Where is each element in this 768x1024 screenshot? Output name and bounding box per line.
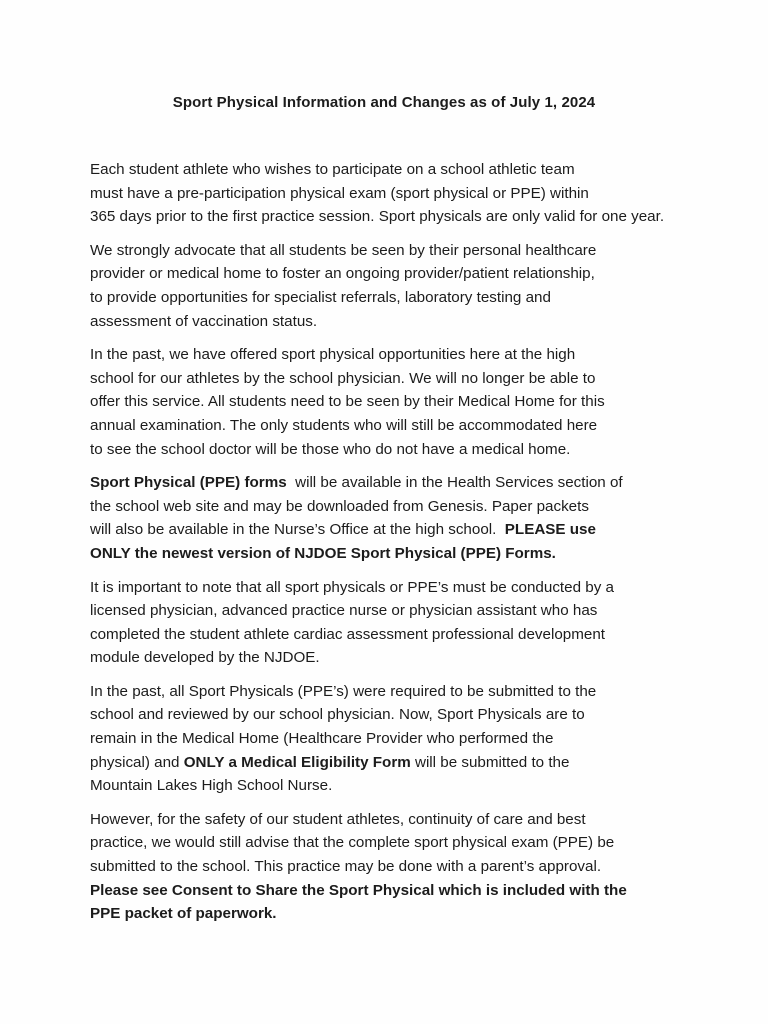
text-line (90, 754, 569, 771)
text-line: It is important to note that all sport physicals or PPE’s must be conducted by a (90, 578, 614, 596)
bold-text: ONLY a Medical Eligibility Form (183, 753, 411, 771)
text-line (90, 882, 627, 899)
paragraph-forms (90, 471, 690, 565)
text-line: school and reviewed by our school physician. Now, Sport Physicals are to (90, 706, 585, 724)
bold-text: Sport Physical (PPE) forms (90, 474, 287, 492)
paragraph-medical-home (90, 239, 690, 333)
text-line: completed the student athlete cardiac assessment professional development (90, 625, 605, 643)
text-span: will also be available in the Nurse’s Office at the high school. (90, 521, 505, 539)
bold-text: PLEASE use (504, 521, 596, 539)
text-line: We strongly advocate that all students be seen by their personal healthcare (90, 241, 597, 259)
paragraph-licensed-provider (90, 576, 690, 670)
text-line: submitted to the school. This practice may be done with a parent’s approval. (90, 858, 602, 876)
text-line: In the past, we have offered sport physical opportunities here at the high (90, 346, 576, 364)
text-line: licensed physician, advanced practice nurse or physician assistant who has (90, 602, 598, 620)
text-line: school for our athletes by the school physician. We will no longer be able to (90, 369, 596, 387)
text-line (90, 545, 556, 562)
text-line: Each student athlete who wishes to participate on a school athletic team (90, 161, 575, 178)
paragraph-consent (90, 808, 690, 926)
text-line: one year. (601, 208, 665, 226)
document-title: Sport Physical Information and Changes as of July 1, 2024 (172, 94, 596, 111)
text-line: In the past, all Sport Physicals (PPE’s) were required to be submitted to the (90, 682, 597, 700)
text-span: will be submitted to the (410, 753, 570, 771)
paragraph-past-service (90, 343, 690, 461)
bold-text: PPE packet of paperwork. (90, 905, 277, 923)
text-line: provider or medical home to foster an ongoing provider/patient relationship, (90, 265, 595, 283)
bold-text: Please see Consent to Share the Sport Physical which is included with the (90, 881, 627, 899)
text-line: Mountain Lakes High School Nurse. (90, 777, 333, 795)
text-line: 365 days prior to the first practice session. Sport physicals are only valid for (90, 208, 598, 226)
text-span: will be available in the Health Services section of (286, 474, 623, 492)
text-line: must have a pre-participation physical exam (sport physical or PPE) within (90, 184, 589, 202)
text-line: annual examination. The only students who will still be accommodated here (90, 416, 598, 434)
text-line (90, 521, 596, 538)
text-line: module developed by the NJDOE. (90, 649, 320, 667)
text-line: practice, we would still advise that the complete sport physical exam (PPE) be (90, 834, 615, 852)
text-line: assessment of vaccination status. (90, 312, 318, 330)
document-body (90, 158, 690, 936)
text-line: remain in the Medical Home (Healthcare Provider who performed the (90, 730, 554, 748)
text-line: to see the school doctor will be those who do not have a medical home. (90, 440, 571, 458)
bold-text: ONLY the newest version of NJDOE Sport Physical (PPE) Forms. (90, 544, 556, 562)
text-line: offer this service. All students need to be seen by their Medical Home for this (90, 393, 605, 411)
text-line (90, 474, 623, 491)
text-line: the school web site and may be downloaded from Genesis. Paper packets (90, 497, 589, 515)
paragraph-eligibility (90, 158, 690, 229)
text-line: to provide opportunities for specialist referrals, laboratory testing and (90, 288, 551, 306)
text-span: physical) and (90, 753, 184, 771)
text-line: However, for the safety of our student athletes, continuity of care and best (90, 810, 586, 828)
paragraph-submission-change (90, 680, 690, 798)
text-line (90, 905, 277, 922)
